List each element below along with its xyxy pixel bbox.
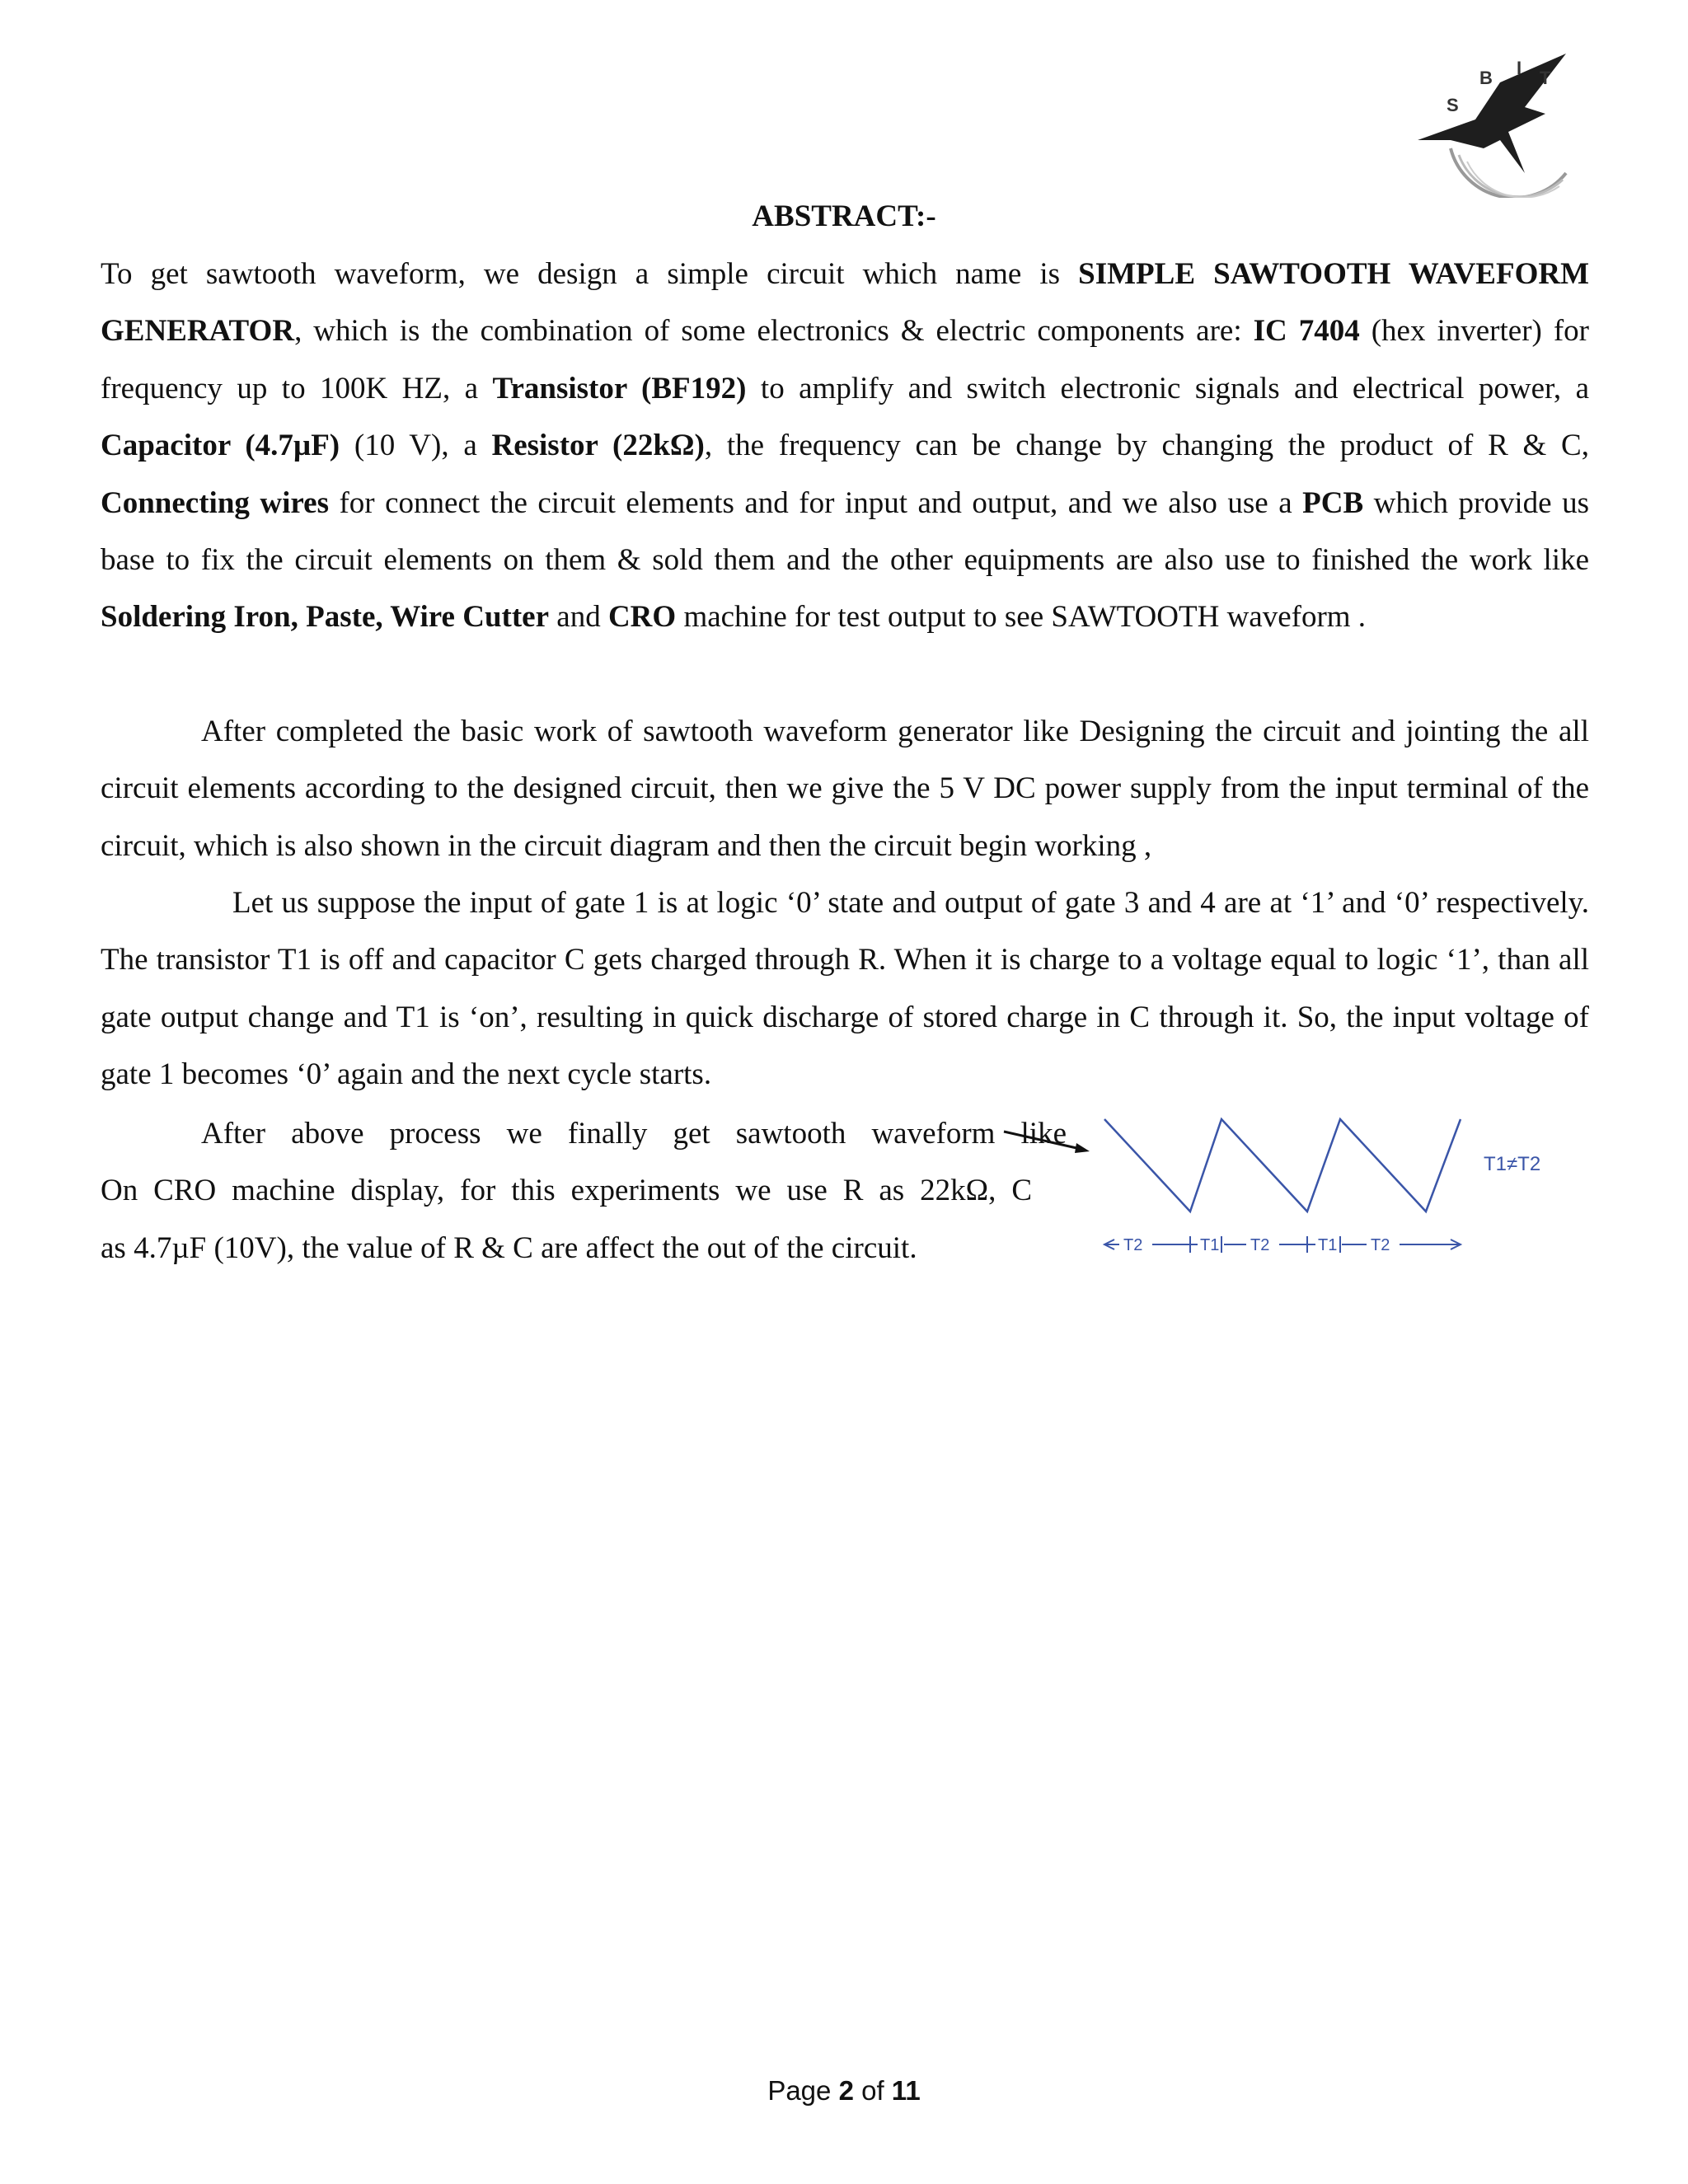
- abstract-paragraph-1: To get sawtooth waveform, we design a simple circuit which name is SIMPLE SAWTOOTH WAVEFORM GENERATOR, which is the combination of some electronics & electric components are: IC 7404 (hex inverter) for frequency up to 100K HZ, a Transistor (BF192) to amplify and switch electronic signals and electrical power, a Capacitor (4.7µF) (10 V), a Resistor (22kΩ), the frequency can be change by changing the product of R & C, Connecting wires for connect the circuit elements and for input and output, and we also use a PCB which provide us base to fix the circuit elements on them & sold them and the other equipments are also use to finished the work like Soldering Iron, Paste, Wire Cutter and CRO machine for test output to see SAWTOOTH waveform .: [101, 257, 1589, 635]
- interval-label: T2: [1123, 1236, 1143, 1254]
- abstract-paragraph-2: After completed the basic work of sawtooth waveform generator like Designing the circuit and jointing the all circuit elements according to the designed circuit, then we give the 5 V DC power supply from the input terminal of the circuit, which is also shown in the circuit diagram and then the circuit begin working ,: [101, 715, 1589, 863]
- page-number: Page 2 of 11: [767, 2075, 921, 2106]
- svg-text:B: B: [1479, 68, 1493, 88]
- paragraph-4-line-3: as 4.7µF (10V), the value of R & C are affect the out of the circuit.: [101, 1230, 917, 1265]
- svg-text:S: S: [1447, 95, 1459, 115]
- page-title: ABSTRACT:-: [752, 199, 936, 233]
- paragraph-4-line-2: On CRO machine display, for this experiments we use R as 22kΩ, C: [101, 1174, 1032, 1208]
- ratio-label: T1≠T2: [1484, 1153, 1541, 1175]
- svg-text:I: I: [1517, 58, 1522, 78]
- sawtooth-waveform-figure: [997, 1104, 1574, 1269]
- svg-text:T: T: [1540, 68, 1551, 88]
- abstract-paragraph-3: Let us suppose the input of gate 1 is at logic ‘0’ state and output of gate 3 and 4 are at ‘1’ and ‘0’ respectively. The transistor T1 is off and capacitor C gets charged through R. When it is charge to a voltage equal to logic ‘1’, than all gate output change and T1 is ‘on’, resulting in quick discharge of stored charge in C through it. So, the input voltage of gate 1 becomes ‘0’ again and the next cycle starts.: [101, 886, 1589, 1092]
- interval-label: T1: [1200, 1236, 1220, 1254]
- sawtooth-waveform-line: [1104, 1119, 1461, 1212]
- institute-logo: [1401, 49, 1591, 198]
- interval-label: T2: [1371, 1236, 1390, 1254]
- abstract-paragraph-4: [101, 1105, 1067, 1277]
- interval-label: T1: [1318, 1236, 1338, 1254]
- paragraph-4-line-1: After above process we finally get sawtooth waveform like: [201, 1117, 1067, 1151]
- interval-label: T2: [1250, 1236, 1270, 1254]
